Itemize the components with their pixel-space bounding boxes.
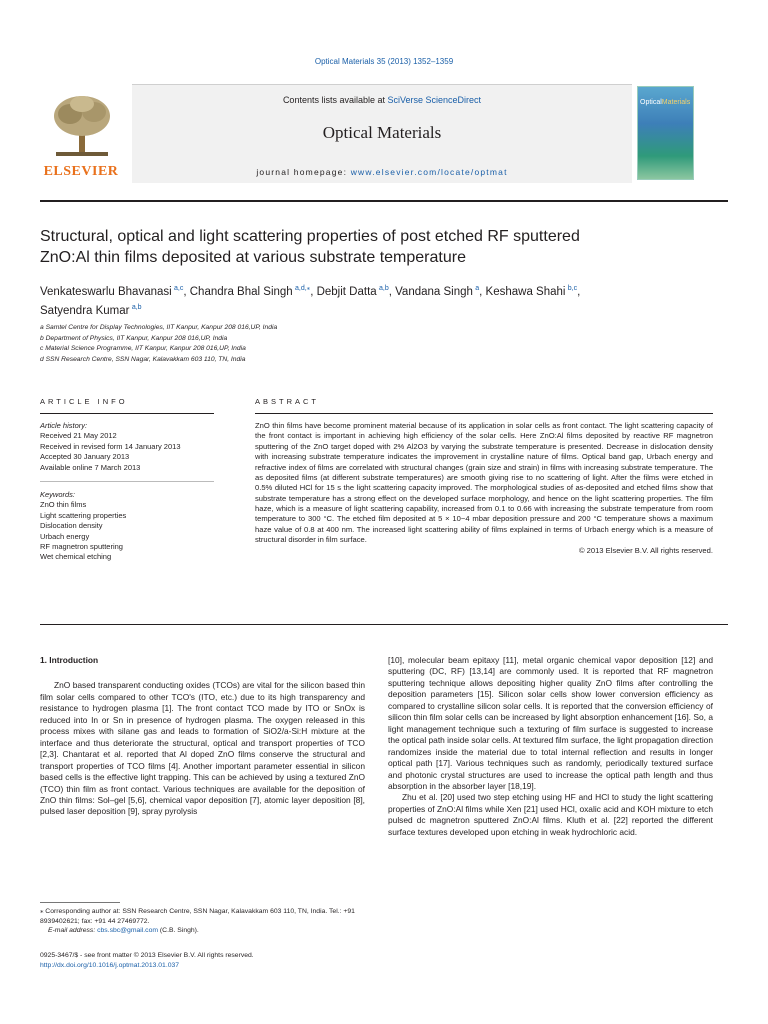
affiliation-item: b Department of Physics, IIT Kanpur, Kanpur 208 016,UP, India — [40, 334, 228, 342]
affiliation-item: a Samtel Centre for Display Technologies, IIT Kanpur, Kanpur 208 016,UP, India — [40, 324, 278, 331]
elsevier-logo — [40, 84, 122, 184]
journal-homepage — [132, 167, 632, 177]
author-name: Chandra Bhal Singh — [189, 285, 293, 298]
journal-cover-image — [637, 86, 694, 180]
info-divider — [40, 481, 214, 482]
header-rule — [40, 200, 728, 202]
affiliation-item: d SSN Research Centre, SSN Nagar, Kalavakkam 603 110, TN, India — [40, 355, 246, 363]
history-item: Received in revised form 14 January 2013 — [40, 441, 181, 451]
body-paragraph: ZnO based transparent conducting oxides (TCOs) are vital for the silicon based thin film solar cells compared to other TCO's (ITO, etc.) due to its high transparency and resistance to hydrogen plasma [1]. The front contact TCO made by ITO or SnOx is reduced into In or Sn in presence of hydrogen plasma. The oxygen released in this process mixes with silane gas and leads to formation of SiO2/a-Si:H mixture at the interface and thus deteriorate the structural, optical and transport properties of TCO [2,3]. Chantarat et al. reported that Al doped ZnO films conserve the structural and transport properties of TCO films [4]. Another important parameter essential in silicon based cells is the effective light trapping. This can be achieved by using a textured ZnO (TCO) thin film as front contact. Various techniques are available for the deposition of ZnO thin films: Sol–gel [5,6], chemical vapor deposition [7], atomic layer deposition [8], pulsed laser deposition [9], spray pyrolysis — [40, 680, 365, 817]
article-info-rule — [40, 413, 214, 414]
affiliation-item: c Material Science Programme, IIT Kanpur, Kanpur 208 016,UP, India — [40, 345, 246, 352]
keyword-item: RF magnetron sputtering — [40, 542, 123, 552]
cover-title — [640, 99, 691, 106]
paper-title-line-2: ZnO:Al thin films deposited at various substrate temperature — [40, 249, 466, 266]
abstract-rule — [255, 413, 713, 414]
history-item: Received 21 May 2012 — [40, 431, 117, 441]
author-affiliation-marker[interactable]: a,b — [131, 303, 142, 311]
article-info-heading: ARTICLE INFO — [40, 397, 128, 406]
body-right-column — [388, 655, 713, 838]
author-name: Venkateswarlu Bhavanasi — [40, 285, 172, 298]
paper-title — [40, 226, 730, 268]
contents-line — [132, 95, 632, 105]
author-affiliation-marker[interactable]: a,b — [378, 285, 389, 292]
email-label: E-mail address: — [48, 927, 98, 934]
paper-title-line-1: Structural, optical and light scattering properties of post etched RF sputtered — [40, 228, 580, 245]
keyword-item: Dislocation density — [40, 521, 103, 531]
author-name: Satyendra Kumar — [40, 304, 130, 317]
author-affiliation-marker[interactable]: b,c — [567, 285, 578, 292]
cover-title-word-1: Optical — [640, 99, 662, 106]
cover-title-word-2: Materials — [661, 99, 691, 106]
journal-masthead — [40, 84, 728, 186]
journal-title: Optical Materials — [322, 123, 442, 142]
author-affiliation-marker[interactable]: a,d,⁎ — [295, 285, 311, 292]
sciencedirect-link[interactable]: SciVerse ScienceDirect — [387, 95, 482, 105]
email-line — [40, 926, 365, 936]
section-heading: 1. Introduction — [40, 655, 99, 665]
journal-citation[interactable]: Optical Materials 35 (2013) 1352–1359 — [314, 57, 454, 66]
author-affiliation-marker[interactable]: a — [475, 285, 480, 292]
keyword-item: Wet chemical etching — [40, 552, 112, 562]
keywords-label: Keywords: — [40, 490, 76, 499]
footnote — [40, 907, 365, 936]
doi-link[interactable]: http://dx.doi.org/10.1016/j.optmat.2013.01.037 — [40, 962, 180, 969]
abstract-body — [255, 421, 713, 556]
affiliation-list — [40, 323, 540, 365]
body-paragraph: Zhu et al. [20] used two step etching using HF and HCl to study the light scattering properties of ZnO:Al films while Xen [21] used HCl, oxalic acid and KOH mixture to etch pulsed dc magnetron sputtered ZnO:Al films. Kluth et al. [22] reported the different surface textures developed upon etching in weak hydrochloric acid. — [388, 792, 713, 837]
homepage-prefix: journal homepage: — [256, 167, 351, 177]
history-item: Accepted 30 January 2013 — [40, 452, 130, 462]
issn-line: 0925-3467/$ - see front matter © 2013 Elsevier B.V. All rights reserved. — [40, 952, 254, 959]
contents-prefix: Contents lists available at — [282, 95, 388, 105]
corresponding-author-note: ⁎ Corresponding author at: SSN Research Centre, SSN Nagar, Kalavakkam 603 110, TN, India. Tel.: +91 8939402621; fax: +91 44 27469772. — [40, 908, 355, 925]
keyword-item: Light scattering properties — [40, 510, 127, 520]
author-affiliation-marker[interactable]: a,c — [174, 285, 184, 292]
author-name: Debjit Datta — [316, 285, 377, 298]
history-label: Article history: — [40, 421, 88, 430]
footnote-rule — [40, 902, 120, 903]
keywords-list — [40, 490, 214, 563]
keyword-item: Urbach energy — [40, 531, 90, 541]
email-link[interactable]: cbs.sbc@gmail.com — [97, 927, 159, 934]
publisher-name: ELSEVIER — [43, 164, 119, 179]
page-footer — [40, 951, 440, 971]
keyword-item: ZnO thin films — [40, 500, 87, 510]
body-left-column — [40, 655, 365, 818]
abstract-heading: ABSTRACT — [255, 397, 320, 406]
abstract-text: ZnO thin films have become prominent material because of its application in solar cells as front contact. The light scattering capacity of the front contact is important in achieving high efficiency of the solar cells. Here ZnO:Al films deposited by reactive RF magnetron sputtering of the ZnO target doped with 2% Al2O3 by varying the substrate temperature is presented. Decrease in dislocation density with increasing substrate temperature indicates the improvement in crystalline nature of films. Optical band gap, Urbach energy and refractive index of films are correlated with structural changes (grain size and strain) in films with increasing substrate temperature. The as deposited films (at different substrate temperatures) are smooth giving rise to no scattering of light. After the films were etched in 0.5% diluted HCl for 15 s the light scattering capacity improved. The morphological studies of as-deposited and etched films show that substrate temperature has a strong effect on the developed surface morphology, and hence on the light scattering properties. The film haze, which is a measure of light scattering capability, increased from 0.1 to 0.66 with increasing the substrate temperature from room temperature to 300 °C. The etched film deposited at 5 × 10−4 mbar deposition pressure and 200 °C temperature shows a maximum haze value of 0.8 at 400 nm. The increased light scattering ability of films explained in terms of Urbach energy which is a measure of structural disorder in film surface. — [255, 421, 713, 545]
email-suffix: (C.B. Singh). — [158, 927, 199, 934]
journal-banner — [132, 84, 632, 183]
author-name: Vandana Singh — [395, 285, 473, 298]
abstract-bottom-rule — [40, 624, 728, 625]
history-item: Available online 7 March 2013 — [40, 462, 141, 472]
article-history — [40, 421, 214, 473]
abstract-copyright: © 2013 Elsevier B.V. All rights reserved. — [578, 545, 713, 555]
homepage-link[interactable]: www.elsevier.com/locate/optmat — [350, 167, 508, 177]
author-name: Keshawa Shahi — [485, 285, 566, 298]
elsevier-tree-icon — [50, 92, 114, 158]
author-list: Venkateswarlu Bhavanasi $^{a,c}$, Chandra Bhal Singh $^{a,d,⁎}$, Debjit Datta $^{a,b}$, Vandana Singh $^a$, Keshawa Shahi $^{b,c}$, Satyendra Kumar $^{a,b}$ — [40, 285, 581, 317]
body-paragraph: [10], molecular beam epitaxy [11], metal organic chemical vapor deposition [12] and sputtering (DC, RF) [13,14] are commonly used. It is reported that RF magnetron sputtering technique allows depositing higher quality ZnO films after controlling the deposition parameters [15]. Silicon solar cells show lower conversion efficiency as compared to crystalline silicon solar cells. It is reported that the conversion efficiency of silicon thin film solar cells can be increased by light absorption enhancement [16]. So, a light management technique such a texturing of film surface is suggested to increase the optical path inside solar cells. At textured film surface, the light propagation direction randomizes inside the material due to total internal reflection and results in longer optical path [17]. Various techniques such as randomly, periodically textured surface and photonic crystal structures are used to increase the optical path length and thus absorption in the absorber layer [18,19]. — [388, 655, 713, 791]
